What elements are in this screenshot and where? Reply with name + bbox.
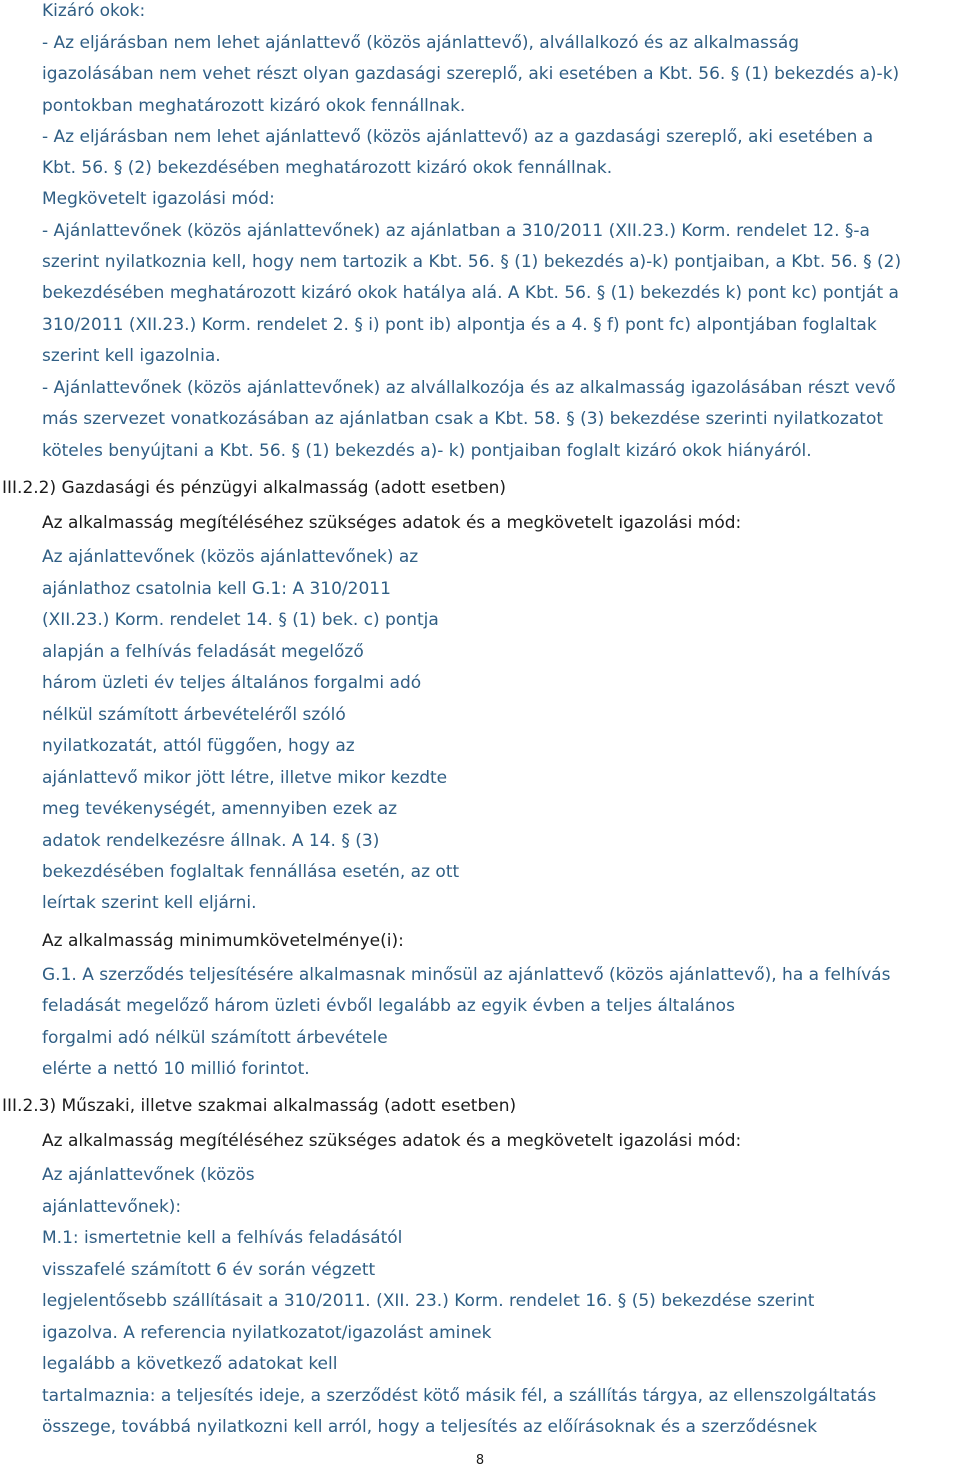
- text-line: szerint nyilatkoznia kell, hogy nem tartozik a Kbt. 56. § (1) bekezdés a)-k) pontjaiban, a Kbt. 56. § (2): [42, 252, 902, 272]
- text-line: forgalmi adó nélkül számított árbevétele: [42, 1028, 388, 1048]
- text-line: Az ajánlattevőnek (közös ajánlattevőnek) az: [42, 547, 419, 567]
- text-line: meg tevékenységét, amennyiben ezek az: [42, 799, 398, 819]
- page-number: 8: [475, 1453, 485, 1468]
- required-proof-label: Megkövetelt igazolási mód:: [42, 189, 275, 209]
- text-line: bekezdésében meghatározott kizáró okok hatálya alá. A Kbt. 56. § (1) bekezdés k) pont kc) pontját a: [42, 283, 899, 303]
- text-line: Kbt. 56. § (2) bekezdésében meghatározott kizáró okok fennállnak.: [42, 158, 613, 178]
- text-line: G.1. A szerződés teljesítésére alkalmasnak minősül az ajánlattevő (közös ajánlattevő), ha a felhívás: [42, 965, 891, 985]
- text-line: összege, továbbá nyilatkozni kell arról, hogy a teljesítés az előírásoknak és a szerződésnek: [42, 1417, 818, 1437]
- text-line: ajánlattevő mikor jött létre, illetve mikor kezdte: [42, 768, 448, 788]
- section-subheading: Az alkalmasság megítéléséhez szükséges adatok és a megkövetelt igazolási mód:: [42, 1131, 742, 1151]
- minimum-requirements-label: Az alkalmasság minimumkövetelménye(i):: [42, 931, 404, 951]
- section-subheading: Az alkalmasság megítéléséhez szükséges adatok és a megkövetelt igazolási mód:: [42, 513, 742, 533]
- text-line: bekezdésében foglaltak fennállása esetén, az ott: [42, 862, 460, 882]
- text-line: leírtak szerint kell eljárni.: [42, 893, 257, 913]
- text-line: ajánlattevőnek):: [42, 1197, 182, 1217]
- text-line: igazolásában nem vehet részt olyan gazdasági szereplő, aki esetében a Kbt. 56. § (1) bekezdés a)-k): [42, 64, 900, 84]
- text-line: - Az eljárásban nem lehet ajánlattevő (közös ajánlattevő) az a gazdasági szereplő, aki esetében a: [42, 127, 874, 147]
- text-line: három üzleti év teljes általános forgalmi adó: [42, 673, 422, 693]
- text-line: köteles benyújtani a Kbt. 56. § (1) bekezdés a)- k) pontjaiban foglalt kizáró okok hiányáról.: [42, 441, 812, 461]
- text-line: legjelentősebb szállításait a 310/2011. (XII. 23.) Korm. rendelet 16. § (5) bekezdése szerint: [42, 1291, 815, 1311]
- text-line: - Ajánlattevőnek (közös ajánlattevőnek) az alvállalkozója és az alkalmasság igazolásában részt vevő: [42, 378, 896, 398]
- text-line: - Ajánlattevőnek (közös ajánlattevőnek) az ajánlatban a 310/2011 (XII.23.) Korm. rendelet 12. §-a: [42, 221, 870, 241]
- text-line: alapján a felhívás feladását megelőző: [42, 642, 364, 662]
- text-line: Az ajánlattevőnek (közös: [42, 1165, 255, 1185]
- text-line: M.1: ismertetnie kell a felhívás feladásától: [42, 1228, 403, 1248]
- section-heading: III.2.2) Gazdasági és pénzügyi alkalmasság (adott esetben): [2, 478, 507, 498]
- text-line: nyilatkozatát, attól függően, hogy az: [42, 736, 355, 756]
- text-line: szerint kell igazolnia.: [42, 346, 221, 366]
- text-line: nélkül számított árbevételéről szóló: [42, 705, 346, 725]
- text-line: tartalmaznia: a teljesítés ideje, a szerződést kötő másik fél, a szállítás tárgya, az ellenszolgáltatás: [42, 1386, 877, 1406]
- text-line: feladását megelőző három üzleti évből legalább az egyik évben a teljes általános: [42, 996, 735, 1016]
- text-line: igazolva. A referencia nyilatkozatot/igazolást aminek: [42, 1323, 492, 1343]
- text-line: 310/2011 (XII.23.) Korm. rendelet 2. § i) pont ib) alpontja és a 4. § f) pont fc) alpontjában foglaltak: [42, 315, 877, 335]
- text-line: visszafelé számított 6 év során végzett: [42, 1260, 376, 1280]
- text-line: más szervezet vonatkozásában az ajánlatban csak a Kbt. 58. § (3) bekezdése szerinti nyilatkozatot: [42, 409, 884, 429]
- text-line: ajánlathoz csatolnia kell G.1: A 310/2011: [42, 579, 391, 599]
- text-line: adatok rendelkezésre állnak. A 14. § (3): [42, 831, 380, 851]
- text-line: legalább a következő adatokat kell: [42, 1354, 338, 1374]
- text-line: elérte a nettó 10 millió forintot.: [42, 1059, 310, 1079]
- text-line: - Az eljárásban nem lehet ajánlattevő (közös ajánlattevő), alvállalkozó és az alkalmasság: [42, 33, 800, 53]
- exclusion-heading: Kizáró okok:: [42, 1, 146, 21]
- text-line: (XII.23.) Korm. rendelet 14. § (1) bek. c) pontja: [42, 610, 439, 630]
- text-line: pontokban meghatározott kizáró okok fennállnak.: [42, 96, 466, 116]
- section-heading: III.2.3) Műszaki, illetve szakmai alkalmasság (adott esetben): [2, 1096, 517, 1116]
